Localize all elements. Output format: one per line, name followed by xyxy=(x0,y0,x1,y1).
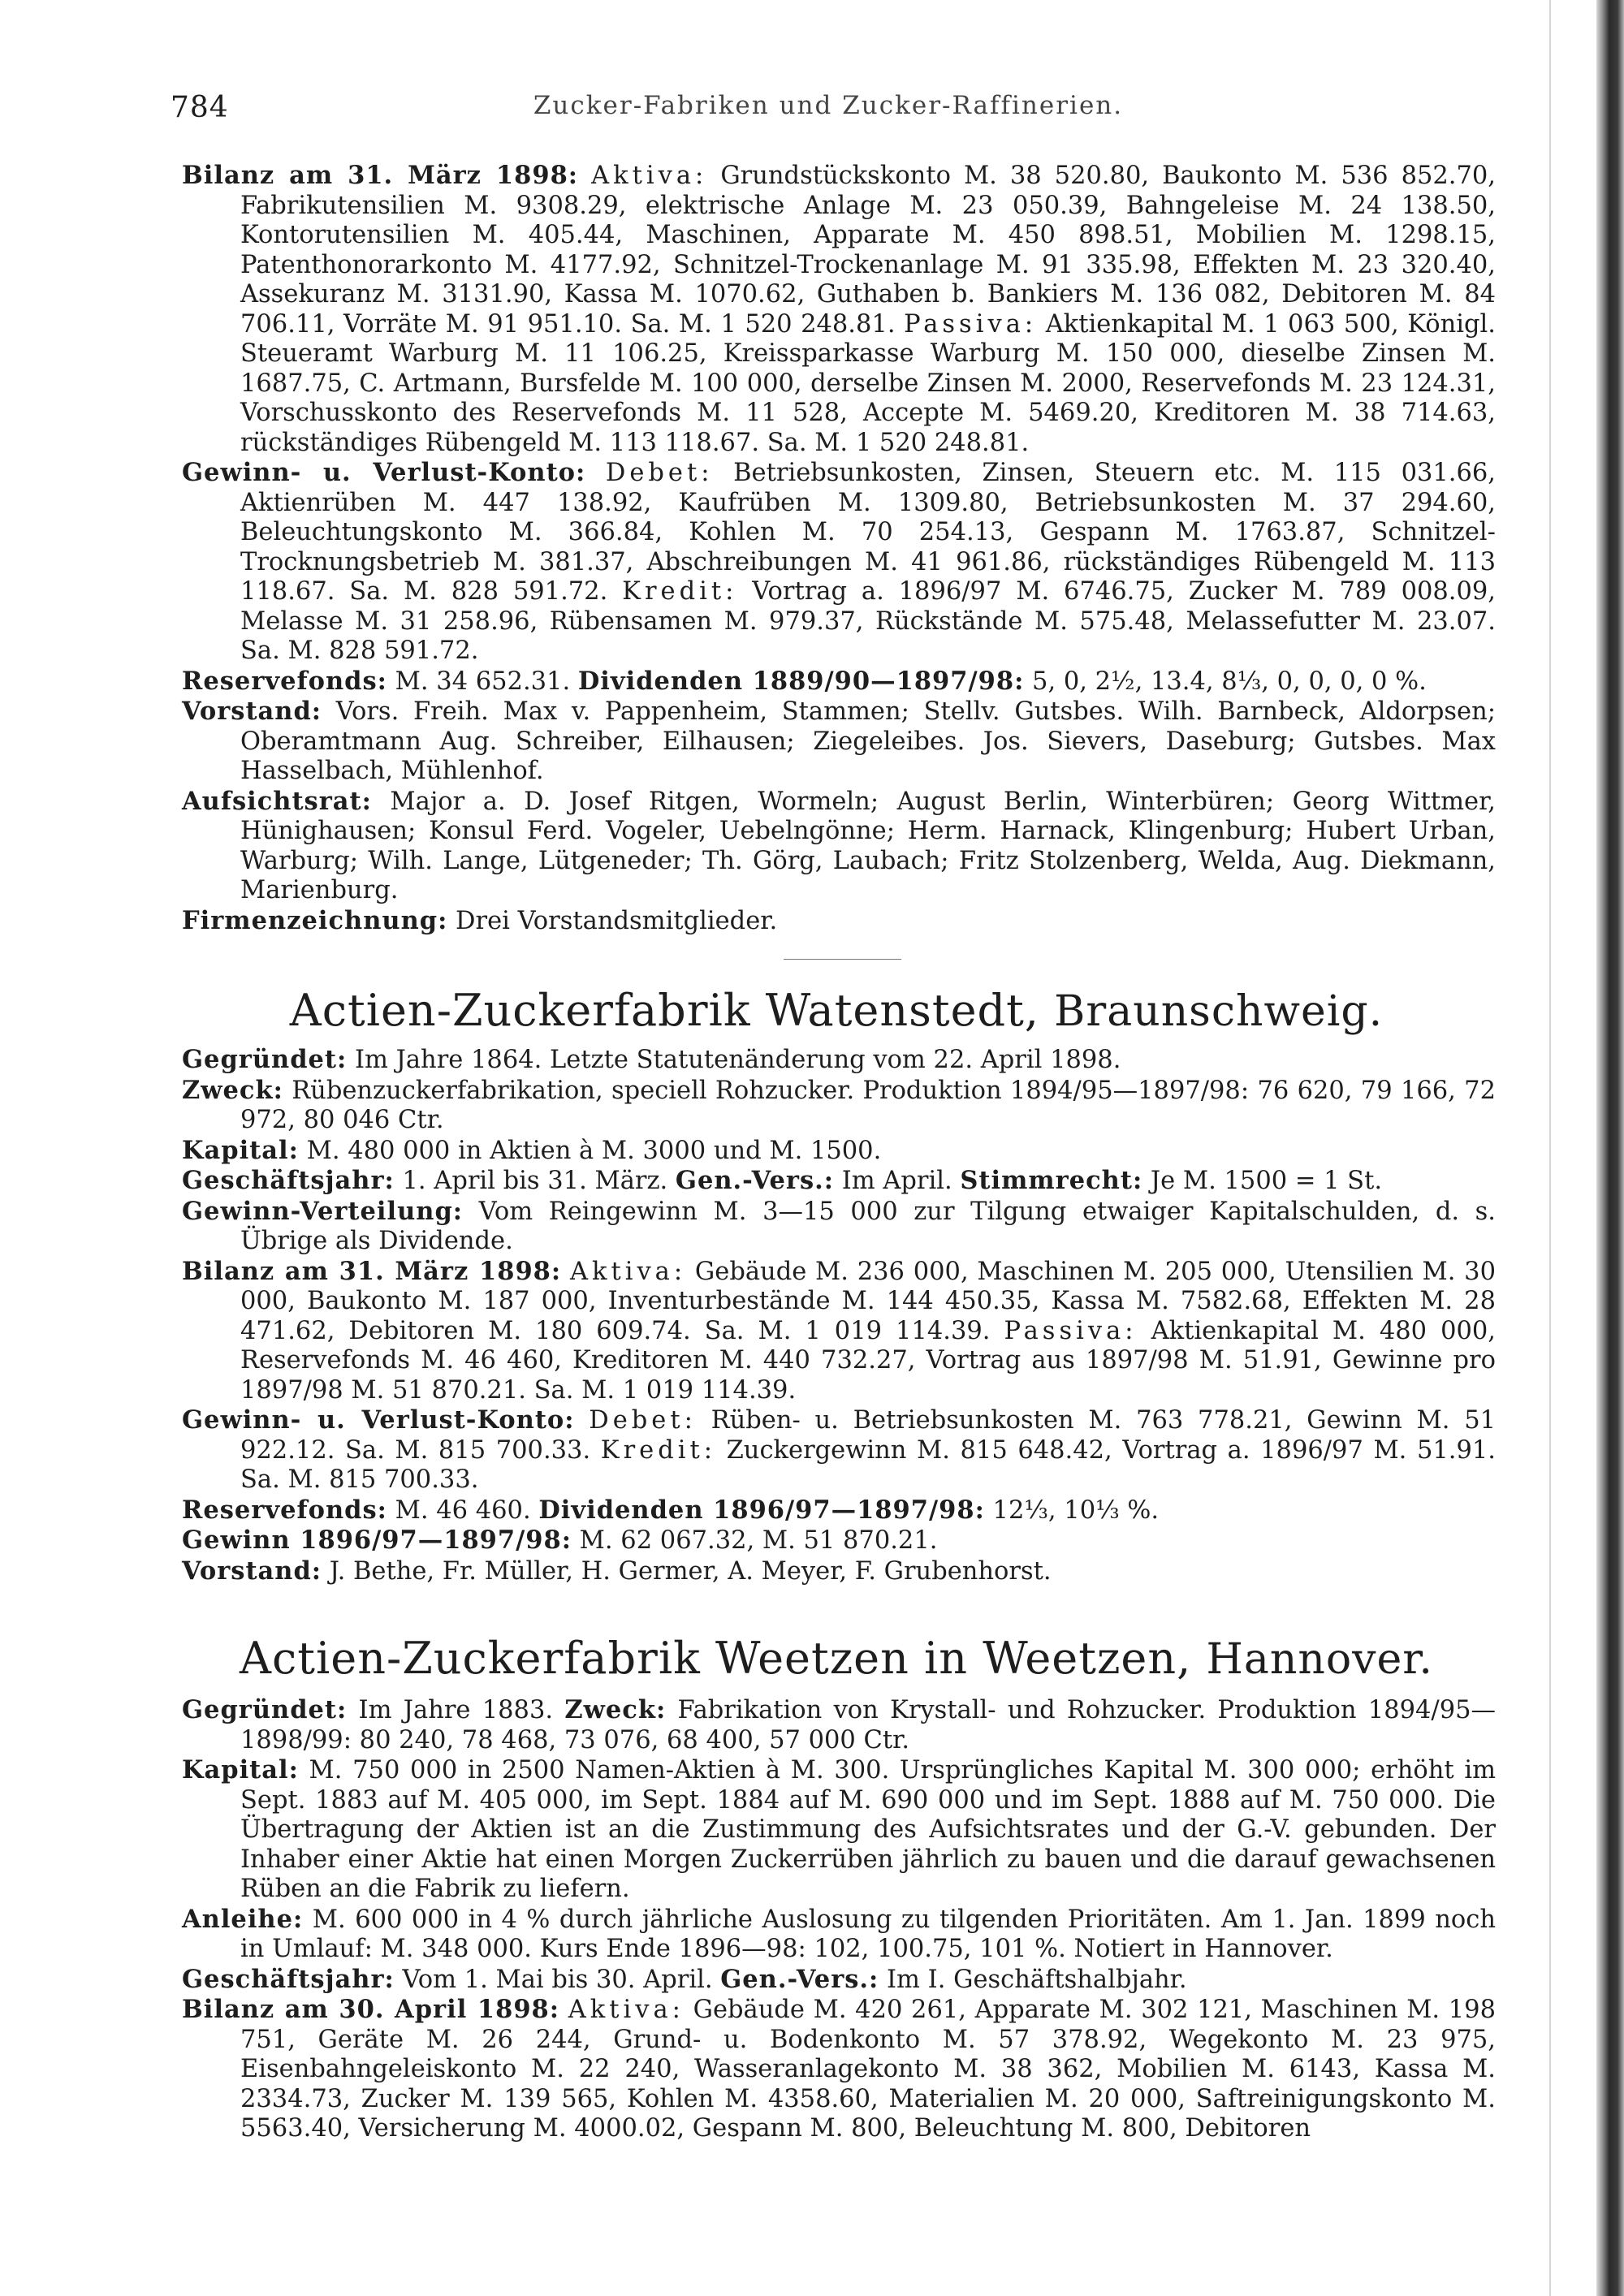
entry-inline-label: Dividenden 1896/97—1897/98: xyxy=(538,1495,985,1525)
entry-paragraph xyxy=(182,1526,1496,1556)
entry-text: Fabrikation von Krystall- und Rohzucker. Produktion 1894/95—1898/99: 80 240, 78 468, 73 076, 68 400, 57 000 Ctr. xyxy=(240,1696,1497,1754)
entry-text: J. Bethe, Fr. Müller, H. Germer, A. Meyer, F. Grubenhorst. xyxy=(322,1556,1052,1586)
entry-spaced-heading: Aktiva: xyxy=(569,1257,687,1286)
entry-text: Major a. D. Josef Ritgen, Wormeln; August Berlin, Winterbüren; Georg Wittmer, Hünighausen; Konsul Ferd. Vogeler, Uebelngönne; Herm. Harnack, Klingenburg; Hubert Urban, Warburg; Wilh. Lange, Lütgeneder; Th. Görg, Laubach; Fritz Stolzenberg, Welda, Aug. Diekmann, Marienburg. xyxy=(240,787,1496,904)
entry-text: Im Jahre 1864. Letzte Statutenänderung vom 22. April 1898. xyxy=(347,1046,1121,1074)
entry-inline-label: Gen.-Vers.: xyxy=(720,1964,879,1994)
entry-label: Gegründet: xyxy=(182,1045,348,1074)
entry-label: Vorstand: xyxy=(182,1556,322,1586)
company-name: Actien-Zuckerfabrik Weetzen in Weetzen, xyxy=(240,1633,1192,1684)
entry-paragraph xyxy=(182,787,1496,906)
entry-text: Aktienkapital M. 1 063 500, Königl. Steueramt Warburg M. 11 106.25, Kreissparkasse Warburg M. 150 000, dieselbe Zinsen M. 1687.75, C. Artmann, Bursfelde M. 100 000, derselbe Zinsen M. 2000, Reservefonds M. 23 124.31, Vorschusskonto des Reservefonds M. 11 528, Accepte M. 5469.20, Kreditoren M. 38 714.63, rückständiges Rübengeld M. 113 118.67. Sa. M. 1 520 248.81. xyxy=(240,309,1496,457)
entry-spaced-heading: Debet: xyxy=(605,459,714,487)
company-title-watenstedt xyxy=(162,984,1510,1038)
entry-paragraph xyxy=(182,1136,1496,1167)
company-location: Braunschweig. xyxy=(1054,987,1384,1036)
entry-paragraph xyxy=(182,458,1496,667)
entry-label: Kapital: xyxy=(182,1755,299,1785)
book-spine-edge xyxy=(1596,0,1624,2296)
entry-paragraph xyxy=(182,1695,1496,1755)
entry-spaced-heading: Kredit: xyxy=(600,1435,717,1465)
entry-text: M. 46 460. xyxy=(387,1495,539,1525)
entry-label: Kapital: xyxy=(182,1135,299,1165)
entry-paragraph xyxy=(182,1045,1496,1076)
entry-text: Rübenzuckerfabrikation, speciell Rohzucker. Produktion 1894/95—1897/98: 76 620, 79 166, 72 972, 80 046 Ctr. xyxy=(240,1076,1496,1134)
entry-spaced-heading: Aktiva: xyxy=(591,162,708,190)
entry-text: M. 34 652.31. xyxy=(387,667,578,696)
entry-spaced-heading: Passiva: xyxy=(904,309,1038,339)
entry-label: Reservefonds: xyxy=(182,1495,387,1525)
section-unnamed-company-tail xyxy=(182,161,1496,936)
entry-text: Drei Vorstandsmitglieder. xyxy=(447,906,778,935)
entry-label: Gegründet: xyxy=(182,1695,348,1724)
entry-paragraph xyxy=(182,1556,1496,1587)
entry-text: M. 600 000 in 4 % durch jährliche Auslosung zu tilgenden Prioritäten. Am 1. Jan. 1899 noch in Umlauf: M. 348 000. Kurs Ende 1896—98: 102, 100.75, 101 %. Notiert in Hannover. xyxy=(240,1905,1496,1963)
section-watenstedt xyxy=(182,1045,1496,1586)
entry-paragraph xyxy=(182,1076,1496,1136)
page-header xyxy=(171,91,1486,130)
entry-text: Im I. Geschäftshalbjahr. xyxy=(879,1965,1187,1994)
page-number: 784 xyxy=(171,91,229,124)
entry-paragraph xyxy=(182,1965,1496,1996)
entry-text xyxy=(561,1258,570,1286)
entry-text: Grundstückskonto M. 38 520.80, Baukonto M. 536 852.70, Fabrikutensilien M. 9308.29, elektrische Anlage M. 23 050.39, Bahngeleise M. 24 138.50, Kontorutensilien M. 405.44, Maschinen, Apparate M. 450 898.51, Mobilien M. 1298.15, Patenthonorarkonto M. 4177.92, Schnitzel-Trockenanlage M. 91 335.98, Effekten M. 23 320.40, Assekuranz M. 3131.90, Kassa M. 1070.62, Guthaben b. Bankiers M. 136 082, Debitoren M. 84 706.11, Vorräte M. 91 951.10. Sa. M. 1 520 248.81. xyxy=(240,162,1497,339)
entry-text: Vom 1. Mai bis 30. April. xyxy=(394,1965,721,1994)
entry-label: Geschäftsjahr: xyxy=(182,1166,395,1195)
entry-inline-label: Gen.-Vers.: xyxy=(675,1166,834,1195)
entry-text xyxy=(575,1406,590,1435)
entry-spaced-heading: Debet: xyxy=(589,1406,697,1435)
entry-label: Firmenzeichnung: xyxy=(182,905,448,935)
entry-label: Vorstand: xyxy=(182,697,322,726)
entry-paragraph xyxy=(182,906,1496,937)
company-name: Actien-Zuckerfabrik Watenstedt, xyxy=(289,985,1039,1036)
entry-text: Aktienkapital M. 480 000, Reservefonds M. 46 460, Kreditoren M. 440 732.27, Vortrag aus 1897/98 M. 51.91, Gewinne pro 1897/98 M. 51 870.21. Sa. M. 1 019 114.39. xyxy=(240,1316,1496,1405)
entry-paragraph xyxy=(182,1995,1496,2144)
entry-text: Vortrag a. 1896/97 M. 6746.75, Zucker M. 789 008.09, Melasse M. 31 258.96, Rübensamen M. 979.37, Rückstände M. 575.48, Melassefutter M. 23.07. Sa. M. 828 591.72. xyxy=(240,577,1496,665)
entry-label: Reservefonds: xyxy=(182,666,387,696)
entry-inline-label: Zweck: xyxy=(564,1695,667,1724)
entry-text: Vors. Freih. Max v. Pappenheim, Stammen; Stellv. Gutsbes. Wilh. Barnbeck, Aldorpsen; Oberamtmann Aug. Schreiber, Eilhausen; Ziegeleibes. Jos. Sievers, Daseburg; Gutsbes. Max Hasselbach, Mühlenhof. xyxy=(240,697,1496,785)
entry-label: Aufsichtsrat: xyxy=(182,786,372,816)
entry-text: Zuckergewinn M. 815 648.42, Vortrag a. 1896/97 M. 51.91. Sa. M. 815 700.33. xyxy=(240,1435,1496,1494)
entry-paragraph xyxy=(182,161,1496,458)
entry-label: Gewinn 1896/97—1897/98: xyxy=(182,1526,572,1555)
entry-paragraph xyxy=(182,1257,1496,1406)
entry-label: Anleihe: xyxy=(182,1904,304,1934)
section-weetzen xyxy=(182,1695,1496,2144)
entry-label: Zweck: xyxy=(182,1075,283,1105)
entry-text: Im April. xyxy=(834,1167,961,1195)
entry-paragraph xyxy=(182,1197,1496,1257)
entry-paragraph xyxy=(182,1905,1496,1965)
running-title: Zucker-Fabriken und Zucker-Raffinerien. xyxy=(533,91,1124,120)
company-title-weetzen xyxy=(162,1632,1510,1686)
entry-paragraph xyxy=(182,667,1496,697)
entry-text: M. 62 067.32, M. 51 870.21. xyxy=(571,1526,938,1555)
entry-label: Bilanz am 31. März 1898: xyxy=(182,161,579,190)
entry-text: 12⅓, 10⅓ %. xyxy=(984,1495,1160,1525)
entry-text: Gebäude M. 236 000, Maschinen M. 205 000, Utensilien M. 30 000, Baukonto M. 187 000, Inventurbestände M. 144 450.35, Kassa M. 7582.68, Effekten M. 28 471.62, Debitoren M. 180 609.74. Sa. M. 1 019 114.39. xyxy=(240,1257,1496,1345)
section-divider xyxy=(784,959,901,960)
company-location: Hannover. xyxy=(1206,1635,1433,1684)
entry-spaced-heading: Aktiva: xyxy=(568,1996,685,2024)
entry-paragraph xyxy=(182,697,1496,787)
entry-text: 5, 0, 2½, 13.4, 8⅓, 0, 0, 0, 0 %. xyxy=(1024,667,1427,696)
entry-spaced-heading: Kredit: xyxy=(622,577,738,606)
entry-label: Bilanz am 31. März 1898: xyxy=(182,1256,562,1286)
entry-spaced-heading: Passiva: xyxy=(1004,1316,1138,1345)
entry-text: Gebäude M. 420 261, Apparate M. 302 121, Maschinen M. 198 751, Geräte M. 26 244, Grund- u. Bodenkonto M. 57 378.92, Wegekonto M. 23 975, Eisenbahngeleiskonto M. 22 240, Wasseranlagekonto M. 38 362, Mobilien M. 6143, Kassa M. 2334.73, Zucker M. 139 565, Kohlen M. 4358.60, Materialien M. 20 000, Saftreinigungskonto M. 5563.40, Versicherung M. 4000.02, Gespann M. 800, Beleuchtung M. 800, Debitoren xyxy=(240,1996,1496,2143)
entry-label: Gewinn- u. Verlust-Konto: xyxy=(182,458,586,487)
entry-text xyxy=(585,459,606,487)
entry-text: Im Jahre 1883. xyxy=(347,1696,565,1724)
entry-text: Rüben- u. Betriebsunkosten M. 763 778.21, Gewinn M. 51 922.12. Sa. M. 815 700.33. xyxy=(240,1406,1496,1465)
entry-inline-label: Dividenden 1889/90—1897/98: xyxy=(577,666,1025,696)
entry-label: Gewinn- u. Verlust-Konto: xyxy=(182,1405,575,1435)
entry-paragraph xyxy=(182,1166,1496,1197)
page-edge-line xyxy=(1549,0,1551,2296)
entry-text xyxy=(559,1996,568,2024)
entry-label: Bilanz am 30. April 1898: xyxy=(182,1995,560,2024)
entry-text: 1. April bis 31. März. xyxy=(394,1167,676,1195)
entry-label: Geschäftsjahr: xyxy=(182,1964,395,1994)
entry-label: Gewinn-Verteilung: xyxy=(182,1196,464,1226)
entry-text: M. 480 000 in Aktien à M. 3000 und M. 1500. xyxy=(298,1136,882,1165)
entry-text: Betriebsunkosten, Zinsen, Steuern etc. M. 115 031.66, Aktienrüben M. 447 138.92, Kaufrüben M. 1309.80, Betriebsunkosten M. 37 294.60, Beleuchtungskonto M. 366.84, Kohlen M. 70 254.13, Gespann M. 1763.87, Schnitzel-Trocknungsbetrieb M. 381.37, Abschreibungen M. 41 961.86, rückständiges Rübengeld M. 113 118.67. Sa. M. 828 591.72. xyxy=(240,459,1496,606)
entry-inline-label: Stimmrecht: xyxy=(960,1166,1143,1195)
entry-text: Je M. 1500 = 1 St. xyxy=(1142,1167,1383,1195)
entry-paragraph xyxy=(182,1405,1496,1495)
entry-text: M. 750 000 in 2500 Namen-Aktien à M. 300. Ursprüngliches Kapital M. 300 000; erhöht im Sept. 1883 auf M. 405 000, im Sept. 1884 auf M. 690 000 und im Sept. 1888 auf M. 750 000. Die Übertragung der Aktien ist an die Zustimmung des Aufsichtsrates und der G.-V. gebunden. Der Inhaber einer Aktie hat einen Morgen Zuckerrüben jährlich zu bauen und die darauf gewachsenen Rüben an die Fabrik zu liefern. xyxy=(240,1756,1496,1903)
entry-text: Vom Reingewinn M. 3—15 000 zur Tilgung etwaiger Kapitalschulden, d. s. Übrige als Dividende. xyxy=(240,1197,1496,1255)
entry-text xyxy=(578,162,591,190)
entry-paragraph xyxy=(182,1755,1496,1905)
entry-paragraph xyxy=(182,1495,1496,1526)
